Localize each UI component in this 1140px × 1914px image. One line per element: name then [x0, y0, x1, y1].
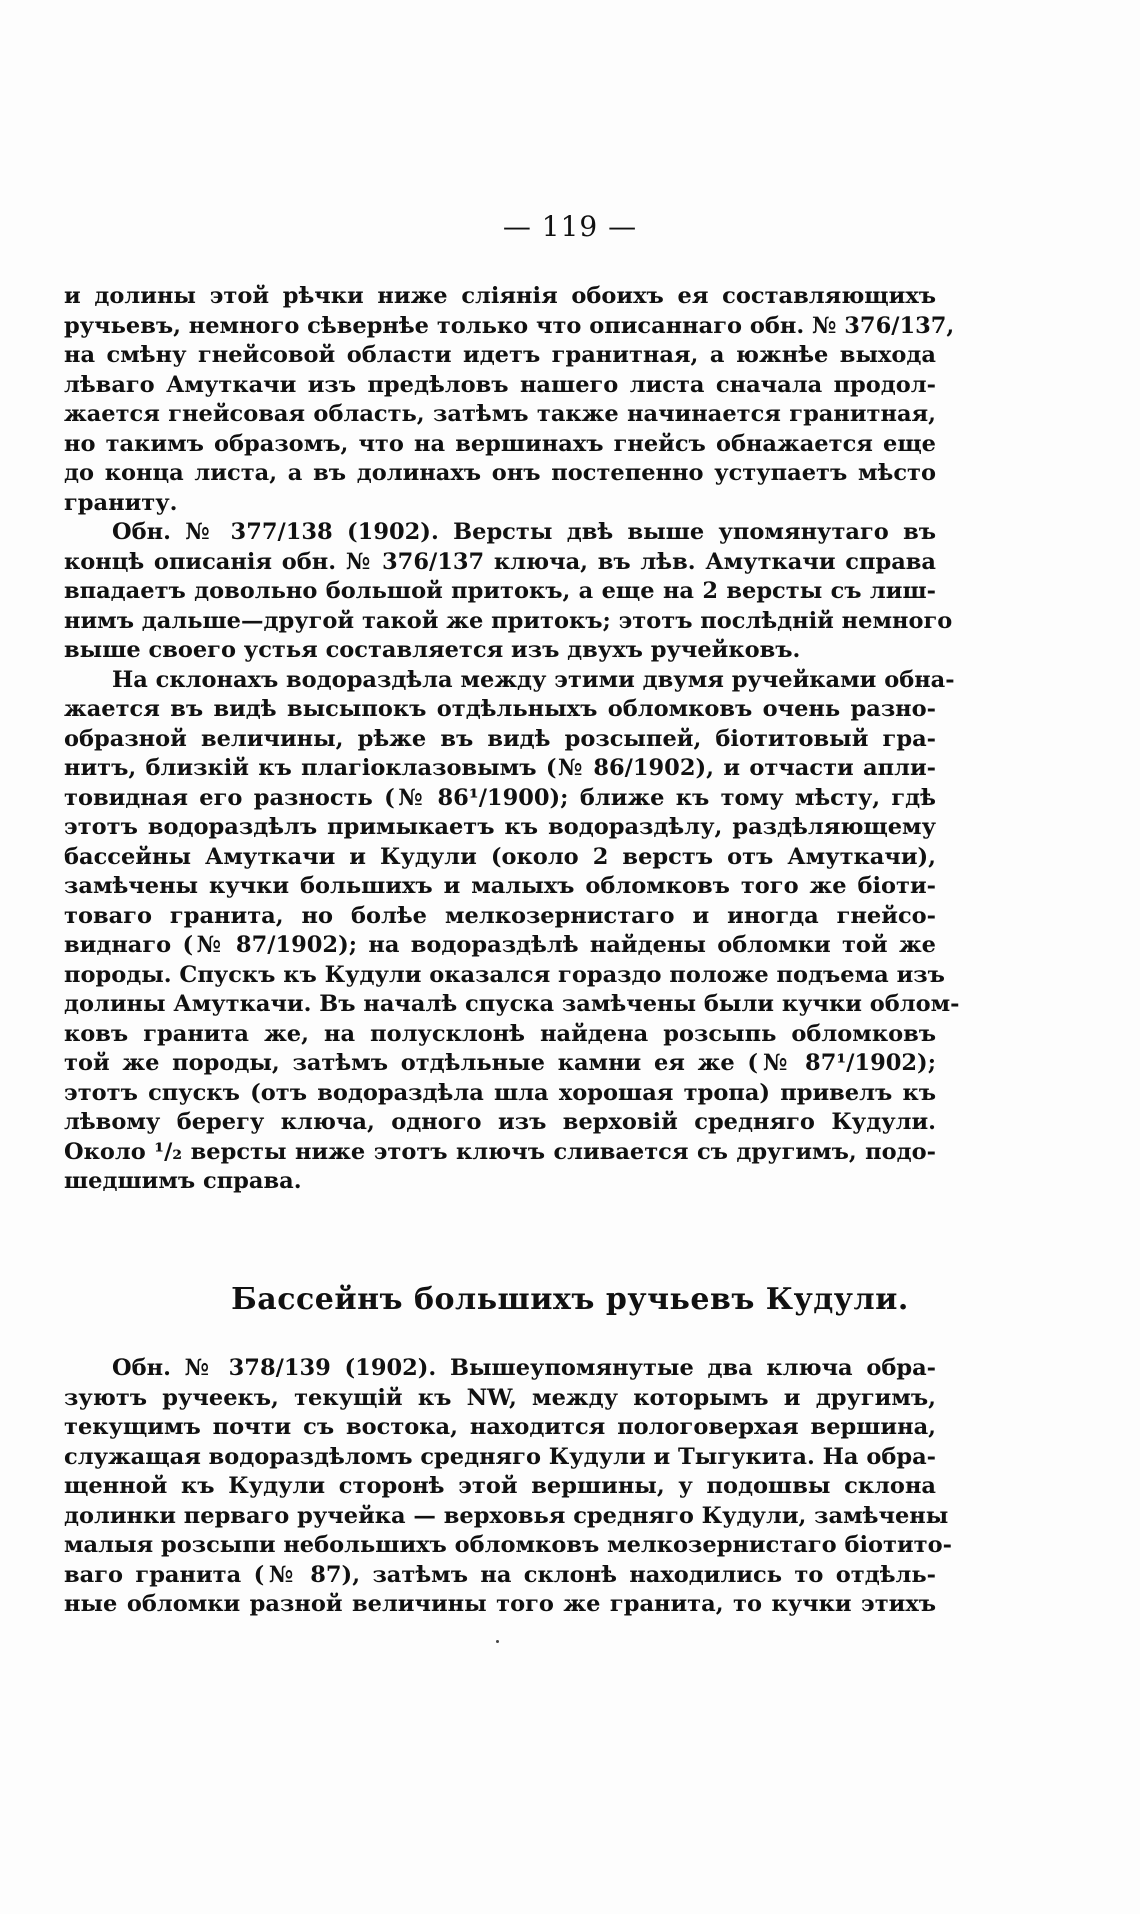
page-number: — 119 — — [502, 210, 638, 243]
text-line: ные обломки разной величины того же гранита, то кучки этихъ — [64, 1591, 936, 1617]
text-line: жается въ видѣ высыпокъ отдѣльныхъ обломковъ очень разно- — [64, 696, 936, 722]
text-line: малыя розсыпи небольшихъ обломковъ мелкозернистаго біотито- — [64, 1532, 952, 1558]
text-line: бассейны Амуткачи и Кудули (около 2 верстъ отъ Амуткачи), — [64, 843, 936, 870]
text-line: граниту. — [64, 489, 178, 516]
text-line: нимъ дальше—другой такой же притокъ; этотъ послѣдній немного — [64, 607, 953, 634]
text-line: долинки перваго ручейка — верховья средняго Кудули, замѣчены — [64, 1502, 949, 1529]
text-line: щенной къ Кудули сторонѣ этой вершины, у подошвы склона — [64, 1473, 936, 1499]
text-line: лѣваго Амуткачи изъ предѣловъ нашего листа сначала продол- — [64, 371, 936, 398]
text-line: жается гнейсовая область, затѣмъ также начинается гранитная, — [64, 401, 936, 427]
text-line: образной величины, рѣже въ видѣ розсыпей, біотитовый гра- — [64, 725, 936, 752]
text-block-section — [64, 1354, 952, 1620]
text-line: нитъ, близкій къ плагіоклазовымъ (№ 86/1902), и отчасти апли- — [64, 755, 936, 781]
text-line: ковъ гранита же, на полусклонѣ найдена розсыпь обломковъ — [64, 1020, 936, 1047]
section-heading: Бассейнъ большихъ ручьевъ Кудули. — [231, 1282, 909, 1317]
text-line: замѣчены кучки большихъ и малыхъ обломковъ того же біоти- — [64, 873, 936, 899]
text-line: шедшимъ справа. — [64, 1168, 302, 1194]
paragraph-start: Обн. № 378/139 (1902). Вышеупомянутые два ключа обра- — [112, 1355, 936, 1381]
text-line: ручьевъ, немного сѣвернѣе только что описаннаго обн. № 376/137, — [64, 312, 955, 339]
paragraph-start: Обн. № 377/138 (1902). Версты двѣ выше упомянутаго въ — [112, 519, 936, 545]
text-line: до конца листа, а въ долинахъ онъ постепенно уступаетъ мѣсто — [64, 460, 936, 486]
text-line: виднаго (№ 87/1902); на водораздѣлѣ найдены обломки той же — [64, 932, 936, 958]
print-speck — [496, 1640, 499, 1643]
text-line: товаго гранита, но болѣе мелкозернистаго и иногда гнейсо- — [64, 902, 936, 929]
text-line: зуютъ ручеекъ, текущій къ NW, между которымъ и другимъ, — [64, 1384, 936, 1411]
text-line: на смѣну гнейсовой области идетъ гранитная, а южнѣе выхода — [64, 342, 936, 368]
text-line: служащая водораздѣломъ средняго Кудули и Тыгукита. На обра- — [64, 1443, 936, 1470]
text-line: лѣвому берегу ключа, одного изъ верховій средняго Кудули. — [64, 1109, 936, 1135]
text-line: породы. Спускъ къ Кудули оказался гораздо положе подъема изъ — [64, 961, 945, 988]
text-line: текущимъ почти съ востока, находится пологоверхая вершина, — [64, 1414, 936, 1440]
text-line: но такимъ образомъ, что на вершинахъ гнейсъ обнажается еще — [64, 430, 936, 457]
text-line: долины Амуткачи. Въ началѣ спуска замѣчены были кучки облом- — [64, 991, 960, 1017]
text-line: товидная его разность (№ 86¹/1900); ближе къ тому мѣсту, гдѣ — [64, 784, 936, 811]
paragraph-start: На склонахъ водораздѣла между этими двумя ручейками обна- — [112, 666, 955, 693]
text-line: этотъ спускъ (отъ водораздѣла шла хорошая тропа) привелъ къ — [64, 1079, 936, 1106]
text-line: ваго гранита (№ 87), затѣмъ на склонѣ находились то отдѣль- — [64, 1561, 936, 1588]
text-line: этотъ водораздѣлъ примыкаетъ къ водораздѣлу, раздѣляющему — [64, 814, 936, 840]
text-line: той же породы, затѣмъ отдѣльные камни ея же (№ 87¹/1902); — [64, 1050, 936, 1076]
text-line: концѣ описанія обн. № 376/137 ключа, въ лѣв. Амуткачи справа — [64, 548, 936, 575]
text-block-main — [64, 282, 960, 1197]
text-line: впадаетъ довольно большой притокъ, а еще на 2 версты съ лиш- — [64, 578, 936, 604]
text-line: и долины этой рѣчки ниже сліянія обоихъ ея составляющихъ — [64, 283, 936, 309]
text-line: Около ¹/₂ версты ниже этотъ ключъ сливается съ другимъ, подо- — [64, 1138, 936, 1165]
text-line: выше своего устья составляется изъ двухъ ручейковъ. — [64, 637, 801, 663]
